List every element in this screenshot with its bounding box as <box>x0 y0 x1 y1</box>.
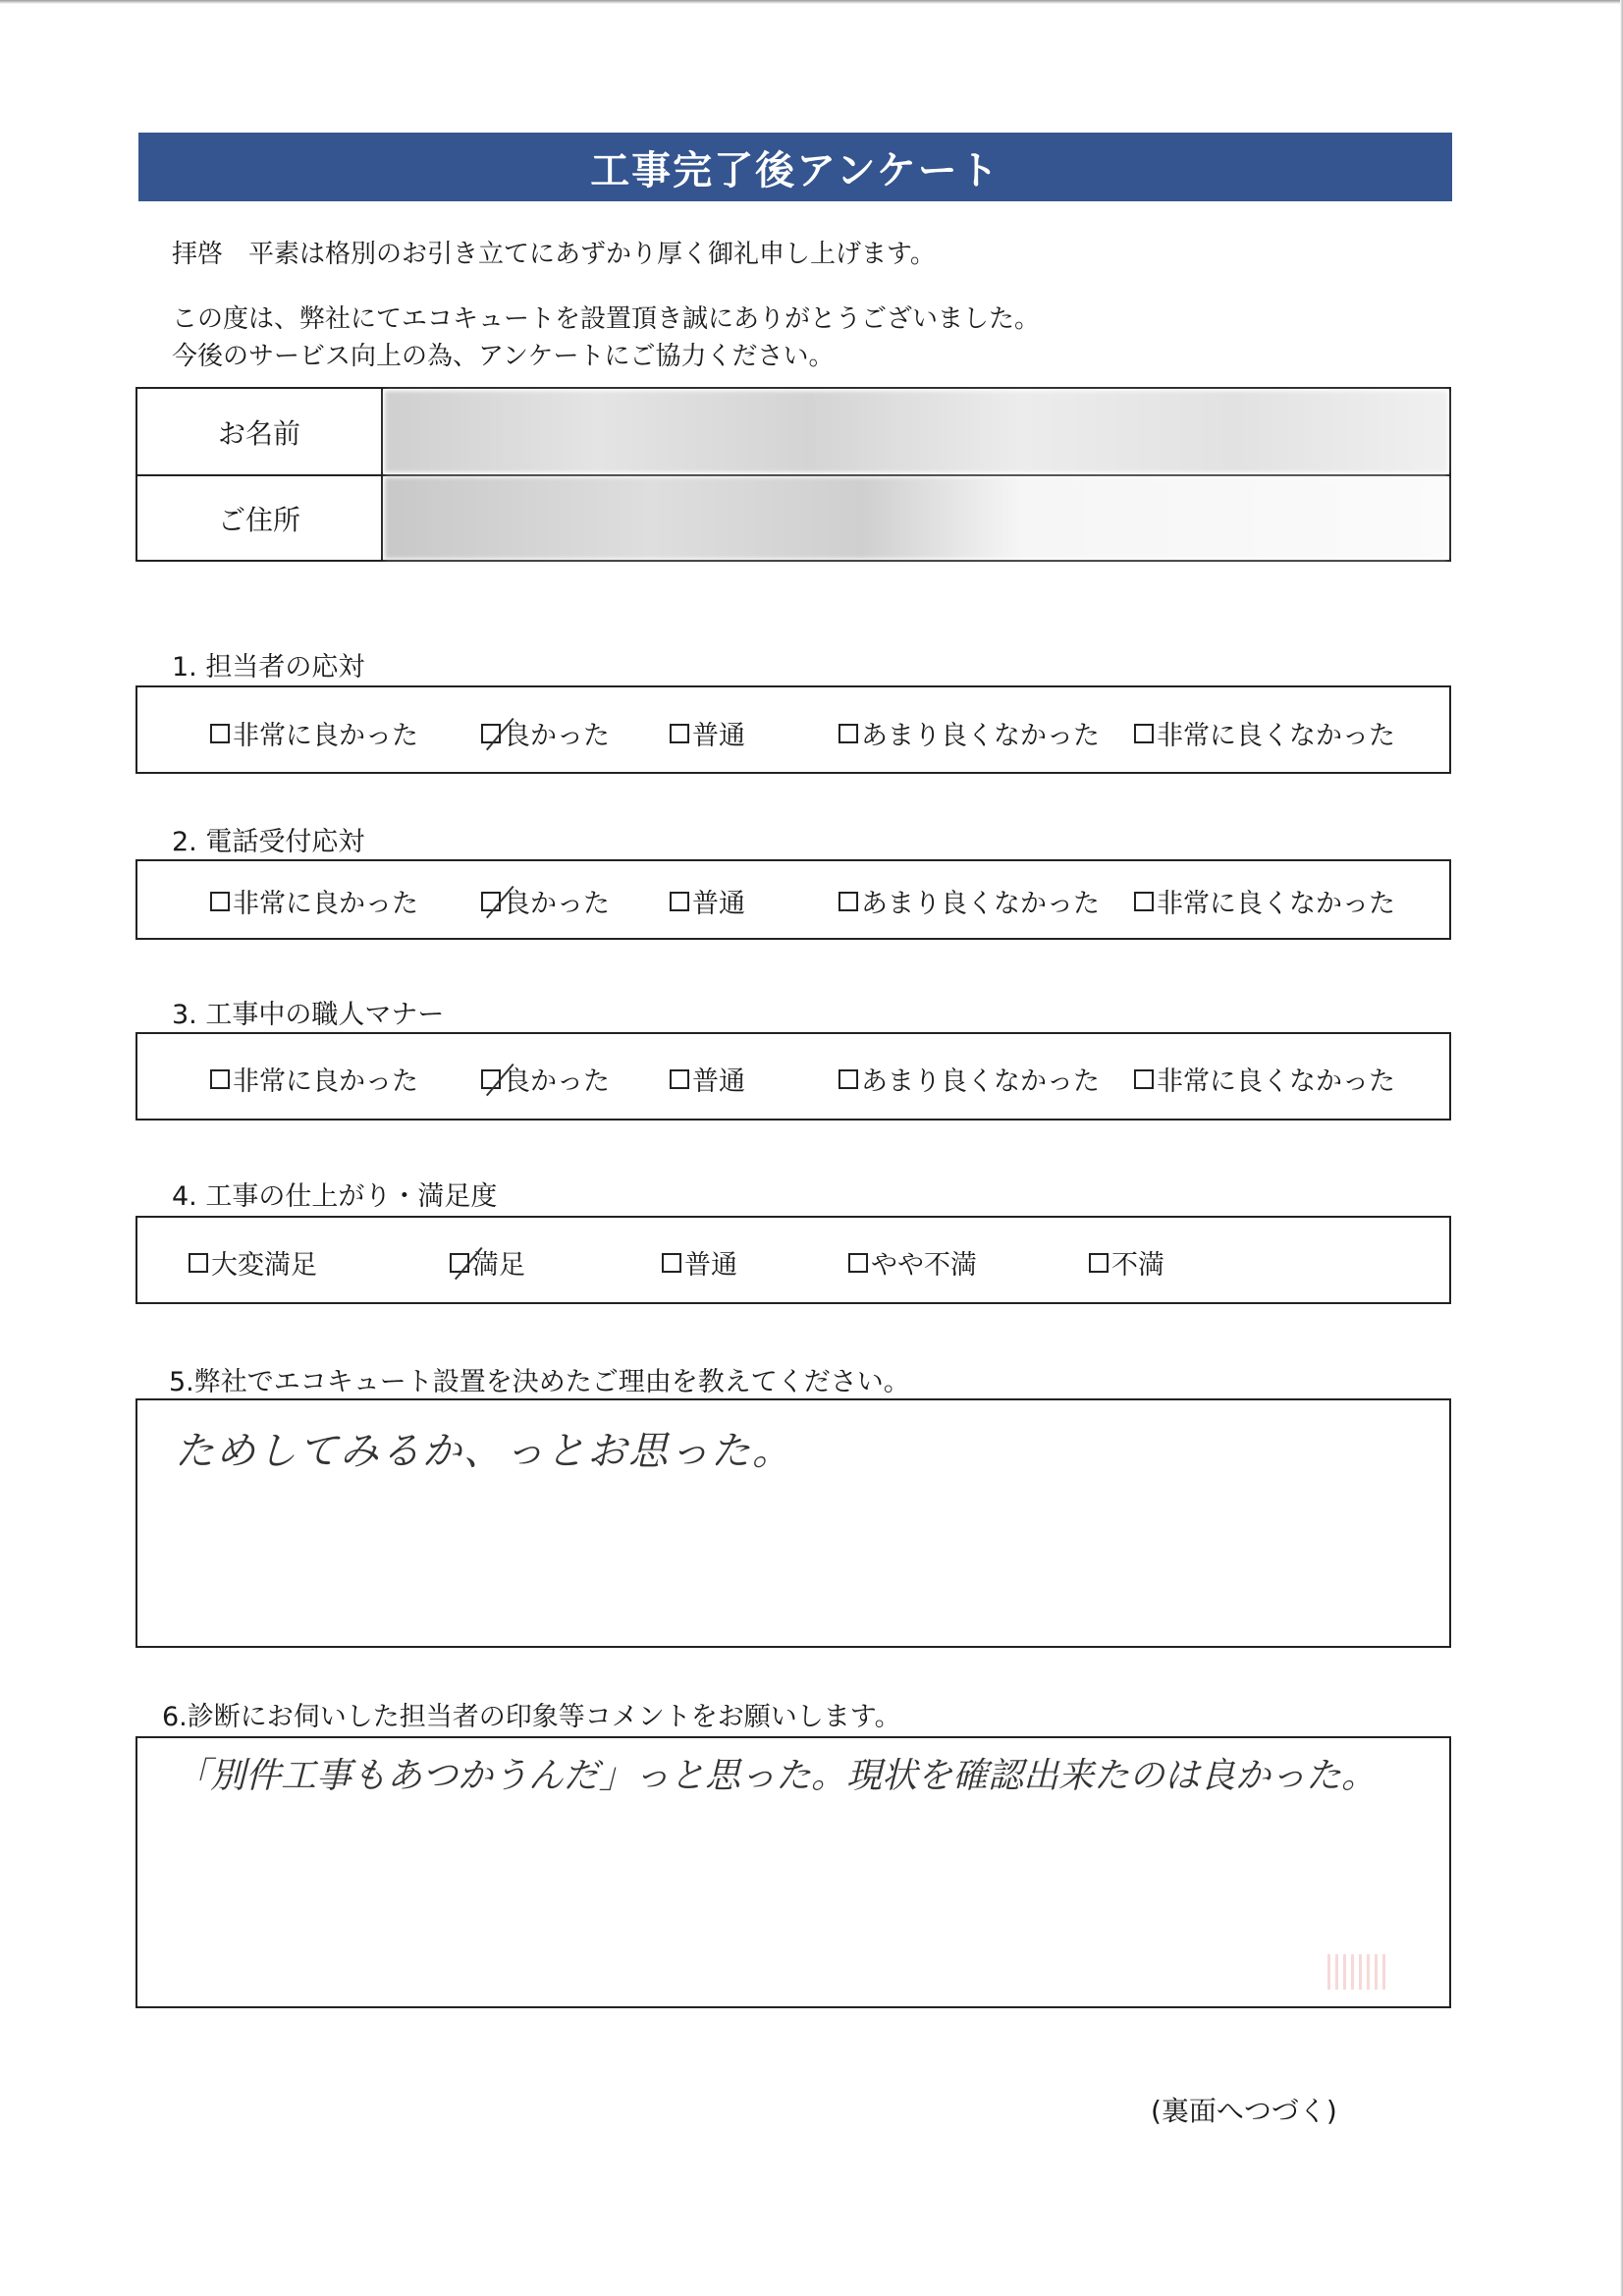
option-label: 非常に良かった <box>233 1066 418 1097</box>
q2-option[interactable] <box>839 882 1100 920</box>
option-label: 非常に良くなかった <box>1157 889 1395 919</box>
option-label: 良かった <box>504 889 610 919</box>
handwritten-answer: ためしてみるか、っとお思った。 <box>175 1429 793 1474</box>
option-label: 非常に良かった <box>233 889 418 919</box>
option-label: あまり良くなかった <box>861 889 1100 919</box>
intro-text <box>172 301 1040 375</box>
q3-option[interactable] <box>1134 1060 1395 1098</box>
option-label: 非常に良くなかった <box>1157 721 1395 751</box>
checkbox-icon[interactable] <box>1089 1253 1109 1273</box>
continued-on-back-note: (裏面へつづく) <box>1151 2095 1337 2127</box>
name-label: お名前 <box>137 389 383 474</box>
option-label: 大変満足 <box>211 1250 317 1281</box>
checked-checkbox-icon[interactable] <box>481 892 501 911</box>
checked-checkbox-icon[interactable] <box>450 1253 469 1273</box>
question-4-options <box>135 1216 1451 1304</box>
redacted-address <box>385 477 1447 559</box>
q2-option[interactable] <box>210 882 418 920</box>
question-1-options <box>135 685 1451 774</box>
checkbox-icon[interactable] <box>839 724 858 743</box>
option-label: 普通 <box>692 721 745 751</box>
q4-option[interactable] <box>1089 1243 1164 1282</box>
q1-option[interactable] <box>839 714 1100 752</box>
page-title: 工事完了後アンケート <box>138 133 1452 201</box>
scan-edge <box>0 0 1623 4</box>
checkbox-icon[interactable] <box>670 1069 689 1089</box>
checked-checkbox-icon[interactable] <box>481 1069 501 1089</box>
question-6-answer-box[interactable] <box>135 1736 1451 2008</box>
question-1-heading: 1. 担当者の応対 <box>172 652 365 683</box>
checkbox-icon[interactable] <box>1134 892 1154 911</box>
q2-option[interactable] <box>670 882 745 920</box>
option-label: 良かった <box>504 721 610 751</box>
q4-option[interactable] <box>450 1243 525 1282</box>
option-label: 非常に良かった <box>233 721 418 751</box>
name-row <box>137 389 1449 476</box>
q1-option[interactable] <box>670 714 745 752</box>
q1-option[interactable] <box>210 714 418 752</box>
question-6-heading: 6.診断にお伺いした担当者の印象等コメントをお願いします。 <box>162 1702 901 1732</box>
question-4-heading: 4. 工事の仕上がり・満足度 <box>172 1181 498 1212</box>
question-3-options <box>135 1032 1451 1121</box>
checkbox-icon[interactable] <box>1134 724 1154 743</box>
q4-option[interactable] <box>848 1243 977 1282</box>
checkbox-icon[interactable] <box>1134 1069 1154 1089</box>
checkbox-icon[interactable] <box>670 724 689 743</box>
q1-option[interactable] <box>1134 714 1395 752</box>
checkbox-icon[interactable] <box>210 724 230 743</box>
checkbox-icon[interactable] <box>839 1069 858 1089</box>
question-5-heading: 5.弊社でエコキュート設置を決めたご理由を教えてください。 <box>169 1367 910 1397</box>
option-label: やや不満 <box>871 1250 977 1281</box>
q3-option[interactable] <box>481 1060 610 1098</box>
question-5-answer-box[interactable] <box>135 1398 1451 1648</box>
intro-line: この度は、弊社にてエコキュートを設置頂き誠にありがとうございました。 <box>172 304 1041 334</box>
q2-option[interactable] <box>481 882 610 920</box>
option-label: あまり良くなかった <box>861 721 1100 751</box>
option-label: 良かった <box>504 1066 610 1097</box>
checkbox-icon[interactable] <box>210 892 230 911</box>
redacted-name <box>385 391 1447 472</box>
question-2-options <box>135 859 1451 940</box>
option-label: 普通 <box>684 1250 737 1281</box>
checkbox-icon[interactable] <box>670 892 689 911</box>
checkbox-icon[interactable] <box>189 1253 208 1273</box>
option-label: 普通 <box>692 1066 745 1097</box>
q1-option[interactable] <box>481 714 610 752</box>
option-label: 不満 <box>1111 1250 1164 1281</box>
checked-checkbox-icon[interactable] <box>481 724 501 743</box>
question-3-heading: 3. 工事中の職人マナー <box>172 1000 445 1030</box>
address-row <box>137 475 1449 561</box>
greeting-text: 拝啓 平素は格別のお引き立てにあずかり厚く御礼申し上げます。 <box>172 240 936 269</box>
option-label: 普通 <box>692 889 745 919</box>
q2-option[interactable] <box>1134 882 1395 920</box>
checkbox-icon[interactable] <box>210 1069 230 1089</box>
checkbox-icon[interactable] <box>662 1253 681 1273</box>
intro-line: 今後のサービス向上の為、アンケートにご協力ください。 <box>172 342 835 371</box>
option-label: あまり良くなかった <box>861 1066 1100 1097</box>
question-2-heading: 2. 電話受付応対 <box>172 827 365 857</box>
q3-option[interactable] <box>210 1060 418 1098</box>
address-label: ご住所 <box>137 475 383 561</box>
option-label: 非常に良くなかった <box>1157 1066 1395 1097</box>
q4-option[interactable] <box>189 1243 317 1282</box>
checkbox-icon[interactable] <box>839 892 858 911</box>
q3-option[interactable] <box>670 1060 745 1098</box>
handwritten-answer: 「別件工事もあつかうんだ」っと思った。現状を確認出来たのは良かった。 <box>175 1756 1378 1796</box>
checkbox-icon[interactable] <box>848 1253 868 1273</box>
option-label: 満足 <box>472 1250 525 1281</box>
faint-stamp-mark <box>1327 1954 1386 1990</box>
q4-option[interactable] <box>662 1243 737 1282</box>
q3-option[interactable] <box>839 1060 1100 1098</box>
customer-info-table <box>135 387 1451 562</box>
